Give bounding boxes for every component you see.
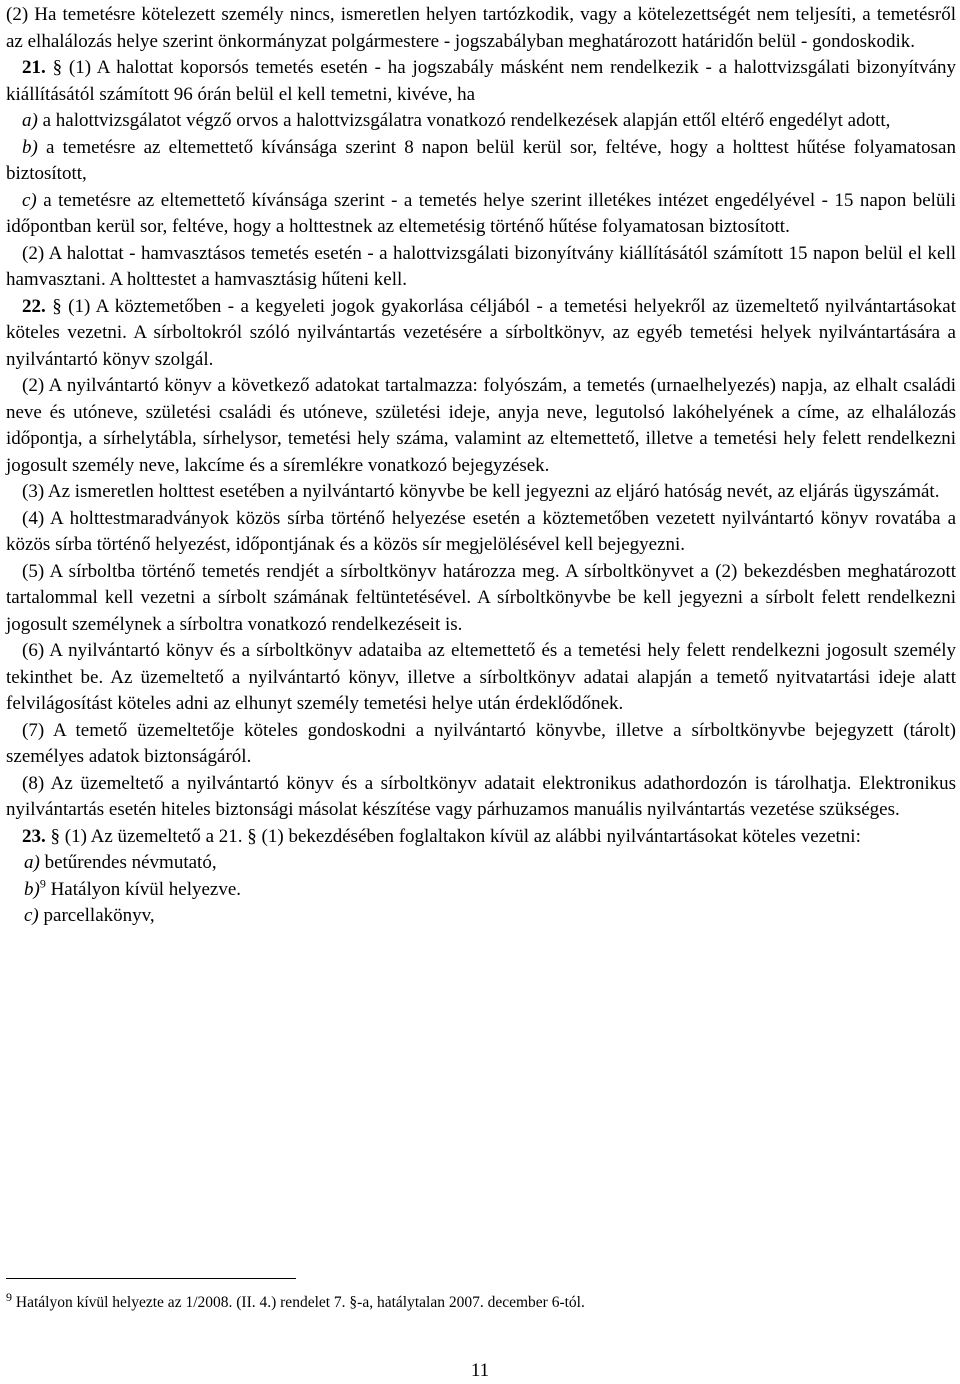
- item-text: Hatályon kívül helyezve.: [45, 878, 242, 900]
- paragraph: [6, 241, 956, 294]
- item-label: b): [22, 136, 38, 158]
- paragraph: [6, 373, 956, 479]
- paragraph-text: (3) Az ismeretlen holttest esetében a nyilvántartó könyvbe be kell jegyezni az eljáró hatóság nevét, az eljárás ügyszámát.: [22, 481, 940, 502]
- paragraph-text: (2) A halottat - hamvasztásos temetés esetén - a halottvizsgálati bizonyítvány kiállításától számított 15 napon belül el kell hamvasztani. A holttestet a hamvasztásig hűteni kell.: [6, 242, 956, 290]
- section-22-paragraph: [6, 294, 956, 374]
- section-number: 22.: [22, 295, 46, 317]
- item-label: a): [22, 110, 38, 131]
- paragraph-text: (2) Ha temetésre kötelezett személy nincs, ismeretlen helyen tartózkodik, vagy a kötelezettségét nem teljesíti, a temetésről az elhalálozás helye szerint önkormányzat polgármestere - jogszabályban meghatározott határidőn belül - gondoskodik.: [6, 4, 956, 52]
- paragraph: [6, 718, 956, 771]
- paragraph-text: (4) A holttestmaradványok közös sírba történő helyezése esetén a köztemetőben vezetett nyilvántartó könyv rovatába a közös sírba történő helyezést, időpontjának és a közös sír megjelölésével kell bejegyezni.: [6, 507, 956, 555]
- list-item: [24, 903, 956, 930]
- section-sign: §: [52, 295, 62, 317]
- section-23-paragraph: [6, 824, 956, 851]
- paragraph: [6, 771, 956, 824]
- paragraph-text: a temetésre az eltemettető kívánsága szerint 8 napon belül kerül sor, feltéve, hogy a holttest hűtése folyamatosan biztosított,: [6, 136, 956, 184]
- paragraph-text: a temetésre az eltemettető kívánsága szerint - a temetés helye szerint illetékes intézet engedélyével - 15 napon belüli időpontban kerül sor, feltéve, hogy a holttestnek az eltemetésig történő hűtése folyamatosan biztosított.: [6, 189, 956, 237]
- paragraph-text: (1) A köztemetőben - a kegyeleti jogok gyakorlása céljából - a temetési helyekről az üzemeltető nyilvántartásokat köteles vezetni. A sírboltokról szóló nyilvántartás vezetésére a sírboltkönyv, az egyéb temetési helyek nyilvántartására a nyilvántartó könyv szolgál.: [6, 295, 956, 370]
- paragraph-text: (1) A halottat koporsós temetés esetén - ha jogszabály másként nem rendelkezik - a halottvizsgálati bizonyítvány kiállításától számított 96 órán belül el kell temetni, kivéve, ha: [6, 57, 957, 105]
- paragraph-text: a halottvizsgálatot végző orvos a halottvizsgálatra vonatkozó rendelkezések alapján ettől eltérő engedélyt adott,: [37, 110, 891, 131]
- item-text: betűrendes névmutató,: [39, 852, 217, 873]
- footnote-text: Hatályon kívül helyezte az 1/2008. (II. 4.) rendelet 7. §-a, hatálytalan 2007. december 6-tól.: [12, 1294, 585, 1311]
- section-sign: §: [50, 825, 60, 847]
- list-item: [24, 850, 956, 877]
- item-label: c): [22, 189, 37, 211]
- footnote-reference[interactable]: 9: [39, 876, 46, 891]
- footnote-number: 9: [6, 1289, 12, 1304]
- paragraph-text: (7) A temető üzemeltetője köteles gondoskodni a nyilvántartó könyvbe, illetve a sírboltkönyvbe bejegyzett (tárolt) személyes adatok biztonságáról.: [6, 719, 956, 767]
- section-sign: §: [52, 57, 63, 78]
- paragraph-text: (2) A nyilvántartó könyv a következő adatokat tartalmazza: folyószám, a temetés (urnaelhelyezés) napja, az elhalt családi neve és utóneve, születési családi és utóneve, születési ideje, anyja neve, legutolsó lakóhelyének a címe, az elhalálozás időpontja, a sírhelytábla, sírhelysor, temetési hely száma, valamint az eltemettető, illetve a temetési hely felett rendelkezni jogosult személy neve, lakcíme és a síremlékre vonatkozó bejegyzések.: [6, 375, 956, 476]
- paragraph: [6, 479, 956, 506]
- document-page: [6, 2, 956, 930]
- item-text: parcellakönyv,: [38, 905, 155, 926]
- paragraph: [6, 2, 956, 55]
- records-list: [6, 850, 956, 930]
- item-label: b): [24, 878, 40, 900]
- list-item-paragraph: [6, 108, 956, 135]
- paragraph-text: (6) A nyilvántartó könyv és a sírboltkönyv adataiba az eltemettető és a temetési hely felett rendelkezni jogosult személy tekinthet be. Az üzemeltető a nyilvántartó könyv, illetve a sírboltkönyv adatai alapján a temető nyitvatartási ideje alatt felvilágosítást köteles adni az elhunyt személy temetési helye után érdeklődőnek.: [6, 640, 956, 714]
- list-item: [24, 877, 956, 904]
- footnote-separator: [6, 1278, 296, 1279]
- paragraph: [6, 559, 956, 639]
- paragraph: [6, 638, 956, 718]
- item-label: a): [24, 852, 40, 873]
- section-number: 23.: [22, 825, 46, 847]
- list-item-paragraph: [6, 188, 956, 241]
- section-number: 21.: [22, 57, 46, 78]
- paragraph-text: (5) A sírboltba történő temetés rendjét a sírboltkönyv határozza meg. A sírboltkönyvet a (2) bekezdésben meghatározott tartalommal kell vezetni a sírbolt számának feltüntetésével. A sírboltkönyvbe be kell jegyezni a sírbolt felett rendelkezni jogosult személynek a sírboltra vonatkozó rendelkezéseit is.: [6, 560, 956, 635]
- list-item-paragraph: [6, 135, 956, 188]
- section-21-paragraph: [6, 55, 956, 108]
- page-number: 11: [470, 1360, 490, 1381]
- footnote: [6, 1289, 956, 1313]
- item-label: c): [24, 905, 39, 926]
- paragraph-text: (8) Az üzemeltető a nyilvántartó könyv és a sírboltkönyv adatait elektronikus adathordozón is tárolhatja. Elektronikus nyilvántartás esetén hiteles biztonsági másolat készítése vagy párhuzamos manuális nyilvántartás vezetése szükséges.: [6, 772, 956, 820]
- paragraph-text: (1) Az üzemeltető a 21. § (1) bekezdésében foglaltakon kívül az alábbi nyilvántartásokat köteles vezetni:: [60, 825, 861, 847]
- paragraph: [6, 506, 956, 559]
